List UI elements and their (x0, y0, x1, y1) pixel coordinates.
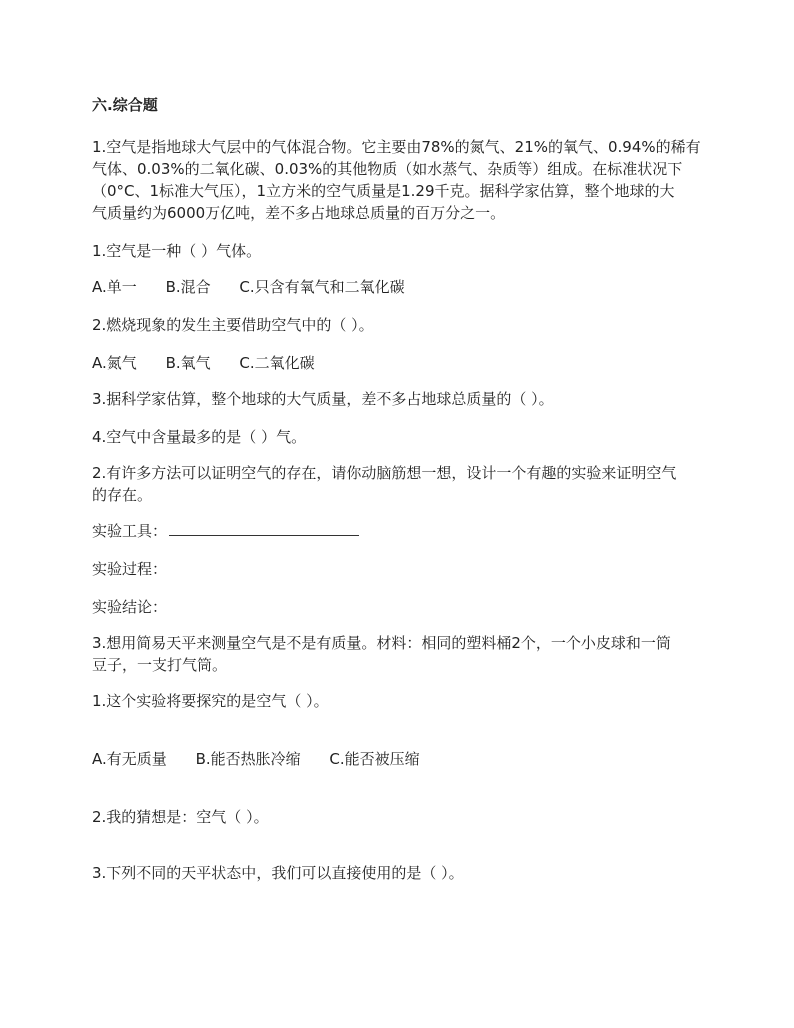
q2-process-label: 实验过程： (92, 560, 168, 578)
q3-sub2-question: 2.我的猜想是：空气（ ）。 (92, 808, 269, 826)
q1-sub3-question: 3.据科学家估算，整个地球的大气质量，差不多占地球总质量的（ ）。 (92, 390, 554, 408)
q1-sub1-options (92, 276, 712, 298)
option-c: C.只含有氧气和二氧化碳 (239, 278, 405, 296)
option-a: A.氮气 (92, 354, 137, 372)
q1-sub2-question: 2.燃烧现象的发生主要借助空气中的（ ）。 (92, 316, 374, 334)
q1-passage-line-4: 气质量约为6000万亿吨，差不多占地球总质量的百万分之一。 (92, 204, 506, 222)
q1-sub2-options (92, 352, 712, 374)
q2-conclusion-label: 实验结论： (92, 598, 168, 616)
option-b: B.混合 (165, 278, 211, 296)
q2-text-line-2: 的存在。 (92, 486, 153, 504)
q2-tools-row (92, 520, 712, 542)
option-c: C.二氧化碳 (239, 354, 315, 372)
option-b: B.能否热胀冷缩 (195, 750, 301, 768)
q3-sub1-question: 1.这个实验将要探究的是空气（ ）。 (92, 692, 329, 710)
q3-sub1-options (92, 748, 712, 770)
option-c: C.能否被压缩 (329, 750, 420, 768)
q3-text-line-2: 豆子，一支打气筒。 (92, 656, 228, 674)
q1-passage-line-2: 气体、0.03%的二氧化碳、0.03%的其他物质（如水蒸气、杂质等）组成。在标准状况下 (92, 160, 683, 178)
tools-label: 实验工具： (92, 522, 168, 540)
q1-passage-line-1: 1.空气是指地球大气层中的气体混合物。它主要由78%的氮气、21%的氧气、0.94%的稀有 (92, 138, 701, 156)
q2-text-line-1: 2.有许多方法可以证明空气的存在，请你动脑筋想一想，设计一个有趣的实验来证明空气 (92, 464, 677, 482)
q1-sub1-question: 1.空气是一种（ ）气体。 (92, 242, 262, 260)
tools-answer-line[interactable] (169, 521, 359, 536)
section-title: 六.综合题 (92, 96, 158, 114)
q3-text-line-1: 3.想用简易天平来测量空气是不是有质量。材料：相同的塑料桶2个，一个小皮球和一筒 (92, 634, 671, 652)
option-b: B.氧气 (165, 354, 211, 372)
option-a: A.有无质量 (92, 750, 167, 768)
q1-sub4-question: 4.空气中含量最多的是（ ）气。 (92, 428, 307, 446)
q3-sub3-question: 3.下列不同的天平状态中，我们可以直接使用的是（ ）。 (92, 864, 464, 882)
q1-passage-line-3: （0°C、1标准大气压），1立方米的空气质量是1.29千克。据科学家估算，整个地球的大 (92, 182, 675, 200)
option-a: A.单一 (92, 278, 137, 296)
